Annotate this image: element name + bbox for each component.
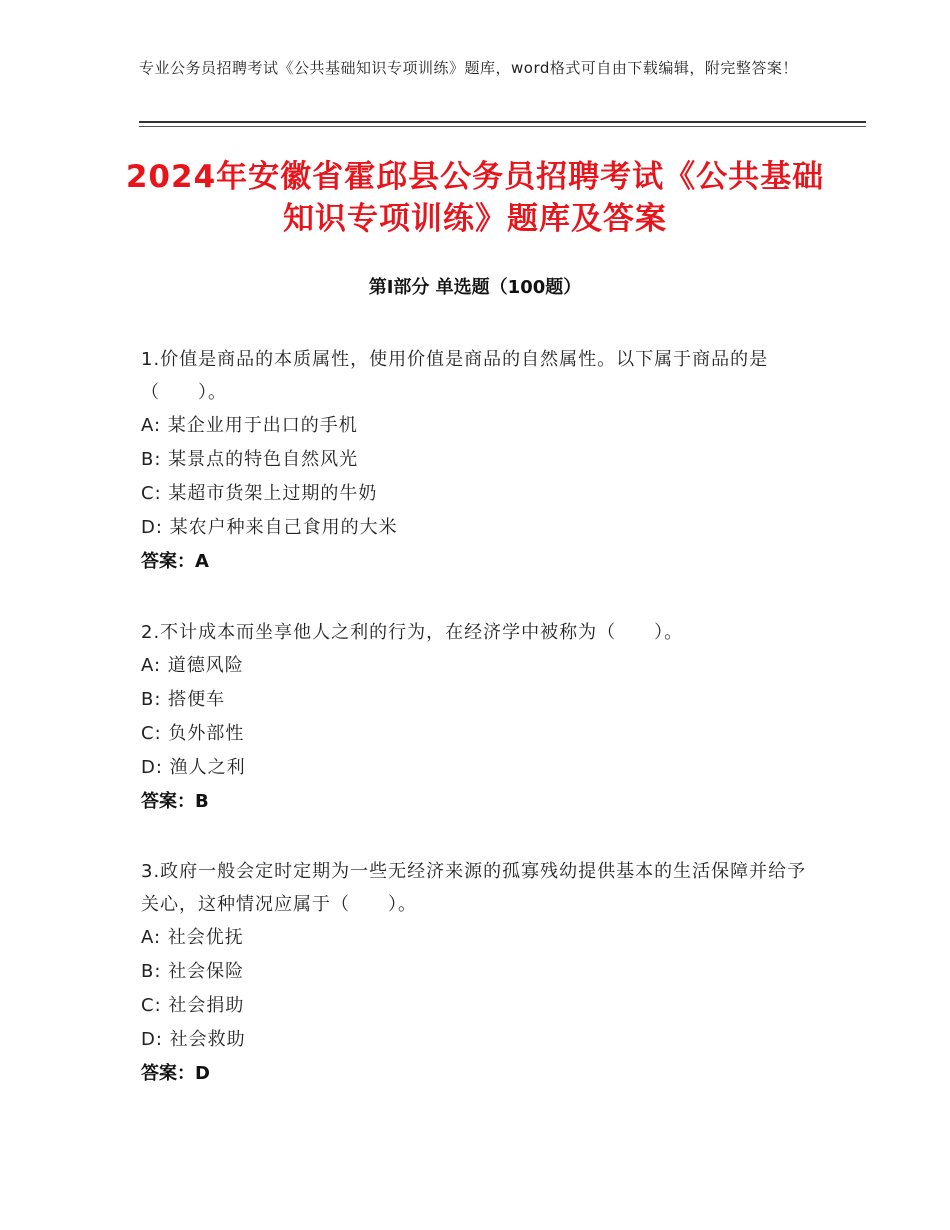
question-3: [141, 855, 811, 1091]
question-1: [141, 343, 811, 579]
answer-label: 答案：A: [141, 551, 209, 572]
question-stem: 3.政府一般会定时定期为一些无经济来源的孤寡残幼提供基本的生活保障并给予关心，这种情况应属于（ ）。: [141, 861, 807, 915]
option-d: D: 社会救助: [141, 1029, 246, 1050]
answer-label: 答案：B: [141, 791, 209, 812]
option-a: A: 社会优抚: [141, 927, 244, 948]
option-c: C: 负外部性: [141, 723, 245, 744]
option-a: A: 某企业用于出口的手机: [141, 415, 358, 436]
question-stem: 2.不计成本而坐享他人之利的行为，在经济学中被称为（ ）。: [141, 622, 684, 643]
option-d: D: 渔人之利: [141, 757, 246, 778]
header-divider-thin: [139, 126, 866, 127]
option-b: B: 某景点的特色自然风光: [141, 449, 359, 470]
option-c: C: 某超市货架上过期的牛奶: [141, 483, 378, 504]
document-title: 2024年安徽省霍邱县公务员招聘考试《公共基础知识专项训练》题库及答案: [125, 159, 825, 237]
header-note: 专业公务员招聘考试《公共基础知识专项训练》题库，word格式可自由下载编辑，附完整答案！: [139, 59, 798, 77]
option-d: D: 某农户种来自己食用的大米: [141, 517, 398, 538]
answer-label: 答案：D: [141, 1063, 210, 1084]
option-b: B: 社会保险: [141, 961, 245, 982]
option-a: A: 道德风险: [141, 655, 244, 676]
question-stem: 1.价值是商品的本质属性，使用价值是商品的自然属性。以下属于商品的是（ ）。: [141, 349, 769, 403]
header-divider: [139, 121, 866, 123]
section-heading: 第Ⅰ部分 单选题（100题）: [368, 277, 582, 298]
option-b: B: 搭便车: [141, 689, 226, 710]
option-c: C: 社会捐助: [141, 995, 245, 1016]
question-2: [141, 616, 811, 819]
